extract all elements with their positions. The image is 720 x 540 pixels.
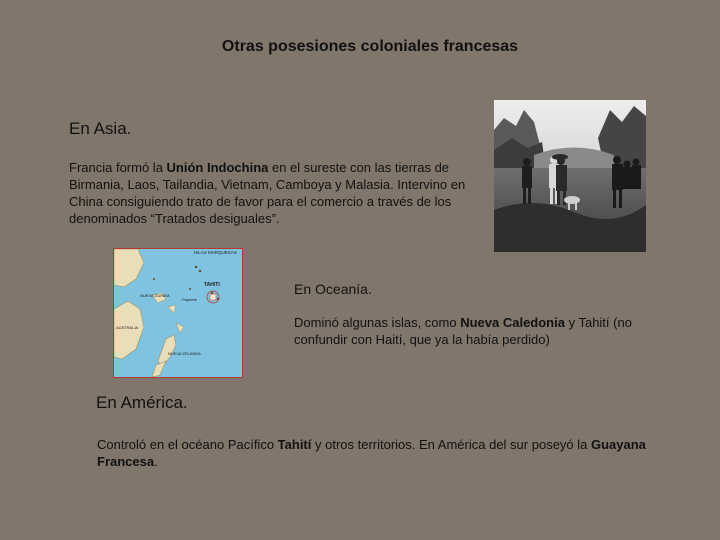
heading-asia: En Asia. <box>69 119 132 138</box>
map-label-australia: AUSTRALIA <box>116 325 139 330</box>
bold-tahiti: Tahití <box>277 437 312 452</box>
heading-oceania: En Oceanía. <box>294 281 372 297</box>
map-label-nueva-zelanda: NUEVA ZELANDA <box>168 351 201 356</box>
paragraph-asia: Francia formó la Unión Indochina en el sureste con las tierras de Birmania, Laos, Tailandia, Vietnam, Camboya y Malasia. Intervino en China consiguiendo trato de favor para el comercio a través de los denominados “Tratados desiguales”. <box>69 160 466 226</box>
colonial-photo <box>494 100 646 252</box>
bold-guayana-francesa: Guayana Francesa <box>97 437 646 469</box>
bold-nueva-caledonia: Nueva Caledonia <box>460 315 565 330</box>
paragraph-america: Controló en el océano Pacífico Tahití y otros territorios. En América del sur poseyó la Guayana Francesa. <box>97 437 646 469</box>
bold-union-indochina: Unión Indochina <box>166 160 269 175</box>
heading-america: En América. <box>96 393 188 412</box>
map-label-papeete: Papeete <box>182 297 197 302</box>
paragraph-oceania: Dominó algunas islas, como Nueva Caledonia y Tahití (no confundir con Haití, que ya la había perdido) <box>294 315 632 347</box>
map-label-tahiti: TAHITI <box>204 282 220 288</box>
oceania-map <box>113 248 243 378</box>
slide-title: Otras posesiones coloniales francesas <box>221 38 519 55</box>
map-label-nueva-guinea: NUEVA GUINEA <box>140 293 170 298</box>
map-label-marquesas: ISLAS MARQUESAS <box>194 250 237 255</box>
